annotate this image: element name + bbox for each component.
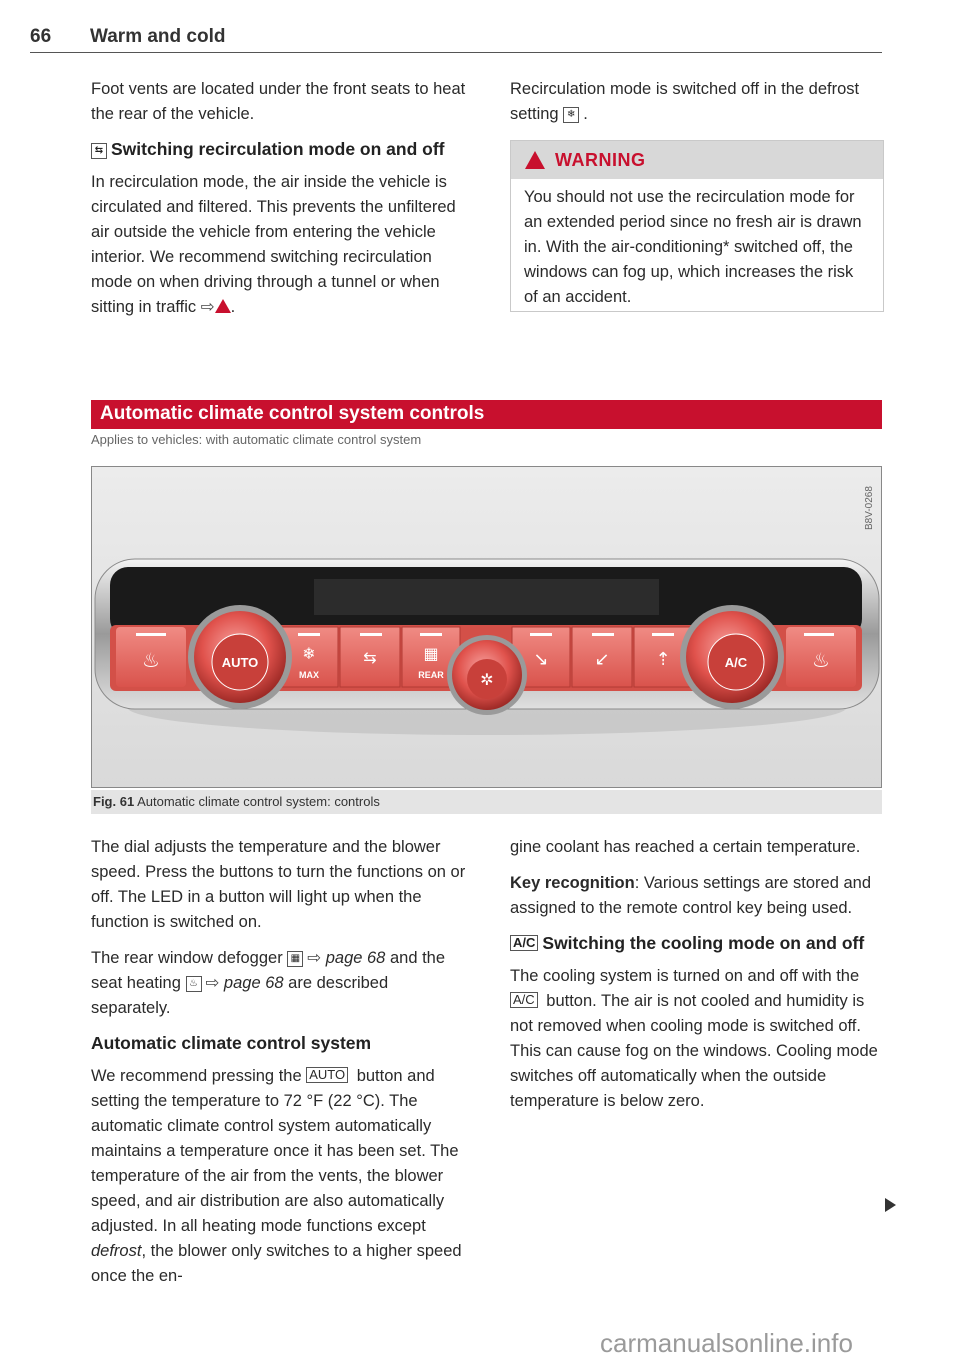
cooling-heading: A/C Switching the cooling mode on and off [510, 932, 882, 954]
svg-text:♨: ♨ [812, 648, 830, 672]
right-column-bottom [510, 835, 882, 1125]
foot-vents-paragraph: Foot vents are located under the front seats to heat the rear of the vehicle. [91, 80, 466, 123]
warning-text: You should not use the recirculation mode for an extended period since no fresh air is drawn in. With the air-conditioning* switched off, the windows can fog up, which increases the risk of an accident. [524, 188, 862, 306]
auto-climate-paragraph: We recommend pressing the AUTO button and setting the temperature to 72 °F (22 °C). The automatic climate control system automatically maintains a temperature once it has been set. The temperature of the air from the vents, the blower speed, and air distribution are also automatically adjusted. In all heating mode functions except defrost, the blower only switches to a higher speed once the en- [91, 1067, 462, 1285]
auto-climate-heading: Automatic climate control system [91, 1033, 372, 1053]
climate-control-panel-illustration [92, 467, 881, 787]
reference-arrow-icon: ⇨ [200, 298, 215, 316]
defogger-paragraph: The rear window defogger ▦ ⇨ page 68 and the seat heating ♨ ⇨ page 68 are described separately. [91, 949, 446, 1017]
seat-heating-icon: ♨ [186, 976, 202, 992]
recirculation-heading: ⇆ Switching recirculation mode on and off [91, 138, 466, 160]
defrost-paragraph: Recirculation mode is switched off in the defrost setting ❄ . [510, 80, 860, 123]
figure-label: Fig. 61 [93, 794, 135, 809]
page-header [30, 22, 882, 53]
warning-triangle-icon [215, 299, 231, 313]
right-column-top [510, 77, 882, 138]
section-banner [91, 400, 882, 429]
continue-arrow-icon [885, 1198, 896, 1212]
figure-code: B8V-0268 [864, 486, 875, 530]
svg-text:▦: ▦ [423, 644, 439, 663]
rear-defogger-icon: ▦ [287, 951, 303, 967]
ac-button-label: A/C [724, 655, 748, 670]
dial-paragraph: The dial adjusts the temperature and the blower speed. Press the buttons to turn the functions on or off. The LED in a button will light up when the function is switched on. [91, 838, 466, 931]
page-reference[interactable]: page 68 [325, 949, 386, 967]
applies-note: Applies to vehicles: with automatic climate control system [91, 432, 422, 447]
defrost-icon: ❄ [563, 107, 579, 123]
svg-text:❄: ❄ [302, 644, 316, 663]
ac-key: A/C [510, 935, 538, 951]
auto-key: AUTO [306, 1067, 348, 1083]
left-column-top [91, 77, 466, 331]
svg-text:↘: ↘ [533, 649, 549, 670]
warning-title: WARNING [555, 150, 646, 170]
section-title: Automatic climate control system controls [100, 403, 485, 424]
svg-text:♨: ♨ [142, 648, 160, 672]
svg-text:↙: ↙ [594, 649, 610, 670]
recirculation-icon: ⇆ [91, 143, 107, 159]
figure-caption-text: Automatic climate control system: controls [137, 794, 380, 809]
max-label: MAX [299, 670, 319, 680]
key-recognition-paragraph: Key recognition: Various settings are stored and assigned to the remote control key being used. [510, 874, 872, 917]
svg-text:⇡: ⇡ [655, 649, 671, 670]
watermark: carmanualsonline.info [600, 1328, 853, 1358]
page-reference[interactable]: page 68 [223, 974, 284, 992]
defrost-term: defrost [91, 1242, 142, 1260]
figure-caption [91, 790, 882, 814]
recirculation-paragraph: In recirculation mode, the air inside the vehicle is circulated and filtered. This prevents the unfiltered air outside the vehicle from entering the vehicle interior. We recommend switching recirculation mode on when driving through a tunnel or when sitting in traffic ⇨ . [91, 173, 456, 316]
running-section-title: Warm and cold [90, 26, 226, 47]
reference-arrow-icon: ⇨ [205, 974, 220, 992]
ac-key-inline: A/C [510, 992, 538, 1008]
climate-control-figure [91, 466, 882, 788]
left-column-bottom [91, 835, 466, 1300]
svg-text:✲: ✲ [480, 670, 494, 689]
warning-box [510, 140, 884, 312]
warning-header [511, 141, 883, 179]
reference-arrow-icon: ⇨ [307, 949, 322, 967]
rear-label: REAR [418, 670, 444, 680]
cooling-paragraph: The cooling system is turned on and off with the A/C button. The air is not cooled and humidity is not removed when cooling mode is switched off. This can cause fog on the windows. Cooling mode switches off automatically when the outside temperature is below zero. [510, 967, 878, 1110]
svg-text:⇆: ⇆ [363, 648, 377, 667]
auto-button-label: AUTO [221, 655, 259, 670]
key-recognition-label: Key recognition [510, 874, 635, 892]
warning-icon [525, 151, 545, 169]
coolant-paragraph: gine coolant has reached a certain temperature. [510, 838, 861, 856]
page-number: 66 [30, 26, 52, 47]
